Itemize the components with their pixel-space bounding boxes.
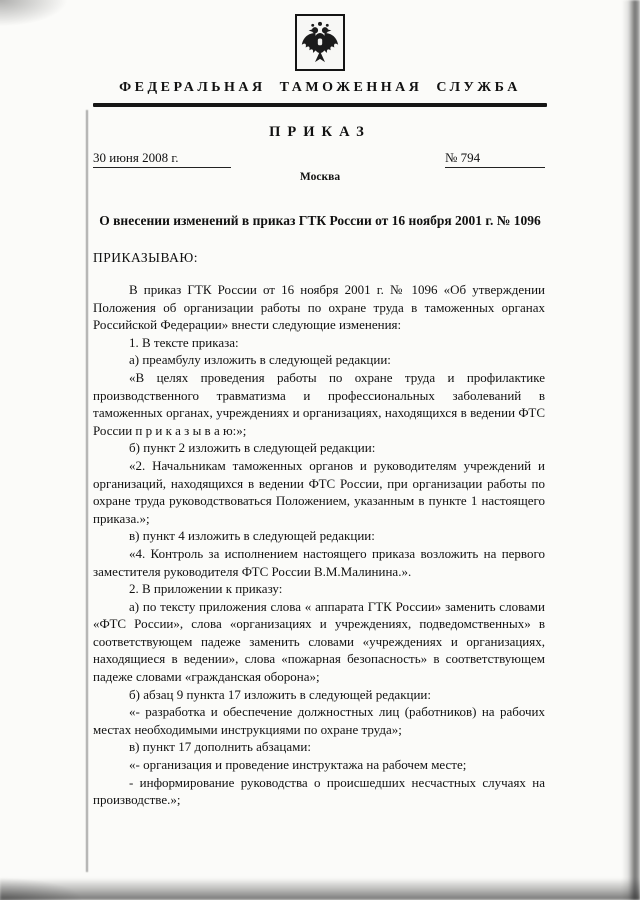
paragraph: б) абзац 9 пункта 17 изложить в следующей редакции: — [129, 686, 432, 702]
paragraph: «- организация и проведение инструктажа на рабочем месте; — [129, 757, 467, 773]
doc-title: О внесении изменений в приказ ГТК России от 16 ноября 2001 г. № 1096 — [99, 213, 541, 228]
paragraph: в) пункт 4 изложить в следующей редакции: — [129, 528, 375, 544]
org-name: ФЕДЕРАЛЬНАЯ ТАМОЖЕННАЯ СЛУЖБА — [119, 80, 521, 95]
paragraph: «- разработка и обеспечение должностных лиц (работников) на рабочих местах необходимыми инструкциями по охране труда»; — [93, 704, 545, 737]
meta-row — [93, 150, 545, 168]
date-field: 30 июня 2008 г. — [93, 150, 231, 168]
paragraph: В приказ ГТК России от 16 ноября 2001 г. № 1096 «Об утверждении Положения об организации работы по охране труда в таможенных органах Российской Федерации» внести следующие изменения: — [93, 282, 545, 333]
paragraph: в) пункт 17 дополнить абзацами: — [129, 739, 311, 755]
coat-of-arms — [295, 14, 345, 71]
scan-shadow-top-left — [0, 0, 120, 50]
header-rule — [93, 103, 547, 107]
number-field: № 794 — [445, 150, 545, 168]
paragraph: б) пункт 2 изложить в следующей редакции: — [129, 440, 376, 456]
paragraph: 1. В тексте приказа: — [129, 334, 239, 350]
decree-word: ПРИКАЗЫВАЮ: — [93, 250, 198, 265]
paragraph: а) преамбулу изложить в следующей редакции: — [129, 352, 391, 368]
paragraph: «2. Начальникам таможенных органов и руководителям учреждений и организаций, находящихся в ведении ФТС России, при организации работы по охране труда руководствоваться Положением, указанным в пункте 1 настоящего приказа.»; — [93, 457, 545, 526]
scan-fold-line — [86, 110, 88, 872]
city-label: Москва — [299, 171, 341, 183]
paragraph: «В целях проведения работы по охране труда и профилактике производственного травматизма и профессиональных заболеваний в таможенных органах, учреждениях и организациях, находящихся в ведении ФТС России п р и к а з ы в а ю:»; — [93, 369, 545, 438]
paragraph: - информирование руководства о происшедших несчастных случаях на производстве.»; — [93, 774, 545, 808]
paragraph: 2. В приложении к приказу: — [129, 581, 283, 597]
paragraph: «4. Контроль за исполнением настоящего приказа возложить на первого заместителя руководителя ФТС России В.М.Малинина.». — [93, 545, 545, 579]
scan-shadow-bottom — [0, 878, 640, 900]
scan-shadow-bottom-left — [0, 860, 140, 900]
doc-body — [93, 281, 545, 809]
paragraph: а) по тексту приложения слова « аппарата ГТК России» заменить словами «ФТС России», слова «организациях и учреждениях, подведомственных» в соответствующем падеже заменить словами «учреждениях и организациях, находящиеся в ведении», слова «пожарная безопасность» в соответствующем падеже словами «гражданская оборона»; — [93, 598, 545, 685]
double-eagle-icon — [300, 20, 340, 66]
doc-type-heading: ПРИКАЗ — [269, 124, 371, 140]
